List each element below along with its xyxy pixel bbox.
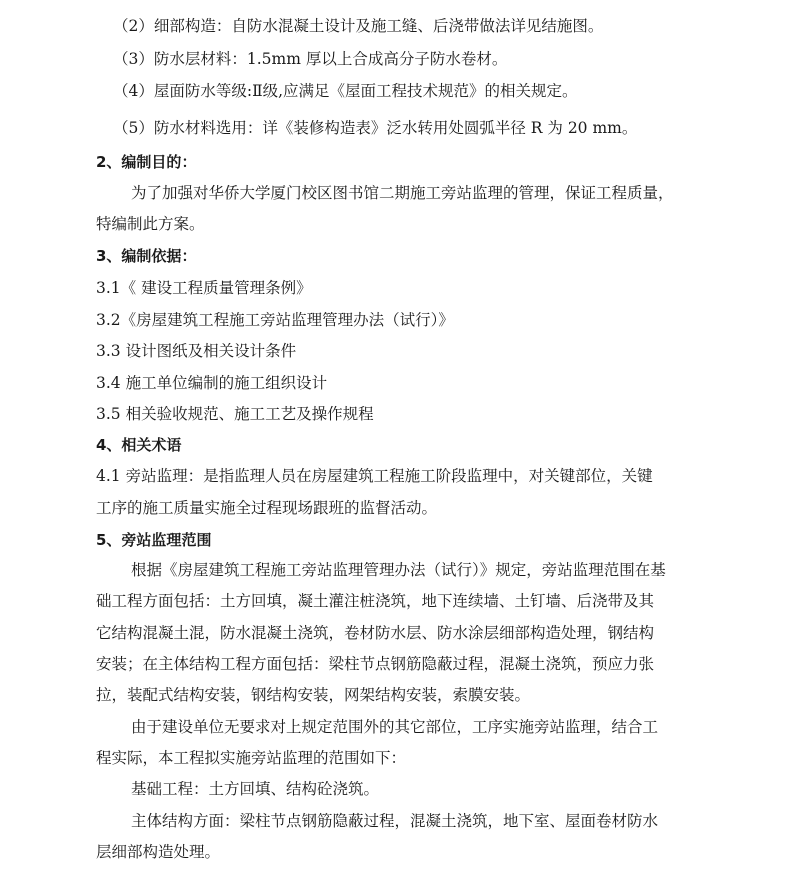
paragraph-line: 安装；在主体结构工程方面包括：梁柱节点钢筋隐蔽过程，混凝土浇筑，预应力张 <box>96 655 655 673</box>
paragraph-line: 主体结构方面：梁柱节点钢筋隐蔽过程，混凝土浇筑，地下室、屋面卷材防水 <box>131 812 659 830</box>
paragraph-line: 工序的施工质量实施全过程现场跟班的监督活动。 <box>96 499 438 517</box>
section-heading: 2、编制目的： <box>96 153 197 171</box>
paragraph-line: 特编制此方案。 <box>96 215 205 233</box>
list-item: 3.3 设计图纸及相关设计条件 <box>96 342 297 360</box>
list-item: 3.4 施工单位编制的施工组织设计 <box>96 374 328 392</box>
section-heading: 5、旁站监理范围 <box>96 531 212 549</box>
paragraph-line: 拉，装配式结构安装，钢结构安装，网架结构安装，索膜安装。 <box>96 686 531 704</box>
paragraph-line: 础工程方面包括：土方回填，凝土灌注桩浇筑，地下连续墙、土钉墙、后浇带及其 <box>96 592 655 610</box>
paragraph-line: 它结构混凝土混，防水混凝土浇筑，卷材防水层、防水涂层细部构造处理，钢结构 <box>96 624 655 642</box>
list-item: 3.1《 建设工程质量管理条例》 <box>96 279 312 297</box>
list-item: （2）细部构造：自防水混凝土设计及施工缝、后浇带做法详见结施图。 <box>113 17 604 35</box>
paragraph-line: 4.1 旁站监理：是指监理人员在房屋建筑工程施工阶段监理中，对关键部位，关键 <box>96 467 653 485</box>
paragraph-line: 层细部构造处理。 <box>96 843 221 861</box>
section-heading: 3、编制依据： <box>96 247 197 265</box>
paragraph-line: 为了加强对华侨大学厦门校区图书馆二期施工旁站监理的管理，保证工程质量， <box>131 184 674 202</box>
paragraph-line: 程实际，本工程拟实施旁站监理的范围如下： <box>96 749 407 767</box>
section-heading: 4、相关术语 <box>96 436 182 454</box>
list-item: 3.2《房屋建筑工程施工旁站监理管理办法（试行）》 <box>96 311 454 329</box>
list-item: 3.5 相关验收规范、施工工艺及操作规程 <box>96 405 374 423</box>
paragraph-line: 由于建设单位无要求对上规定范围外的其它部位，工序实施旁站监理，结合工 <box>131 718 659 736</box>
list-item: （5）防水材料选用：详《装修构造表》泛水转用处圆弧半径 R 为 20 mm。 <box>113 119 638 137</box>
list-item: （3）防水层材料：1.5mm 厚以上合成高分子防水卷材。 <box>113 50 508 68</box>
paragraph-line: 根据《房屋建筑工程施工旁站监理管理办法（试行）》规定，旁站监理范围在基 <box>131 561 666 579</box>
list-item: （4）屋面防水等级:Ⅱ级,应满足《屋面工程技术规范》的相关规定。 <box>113 82 578 100</box>
paragraph-line: 基础工程：土方回填、结构砼浇筑。 <box>131 780 380 798</box>
